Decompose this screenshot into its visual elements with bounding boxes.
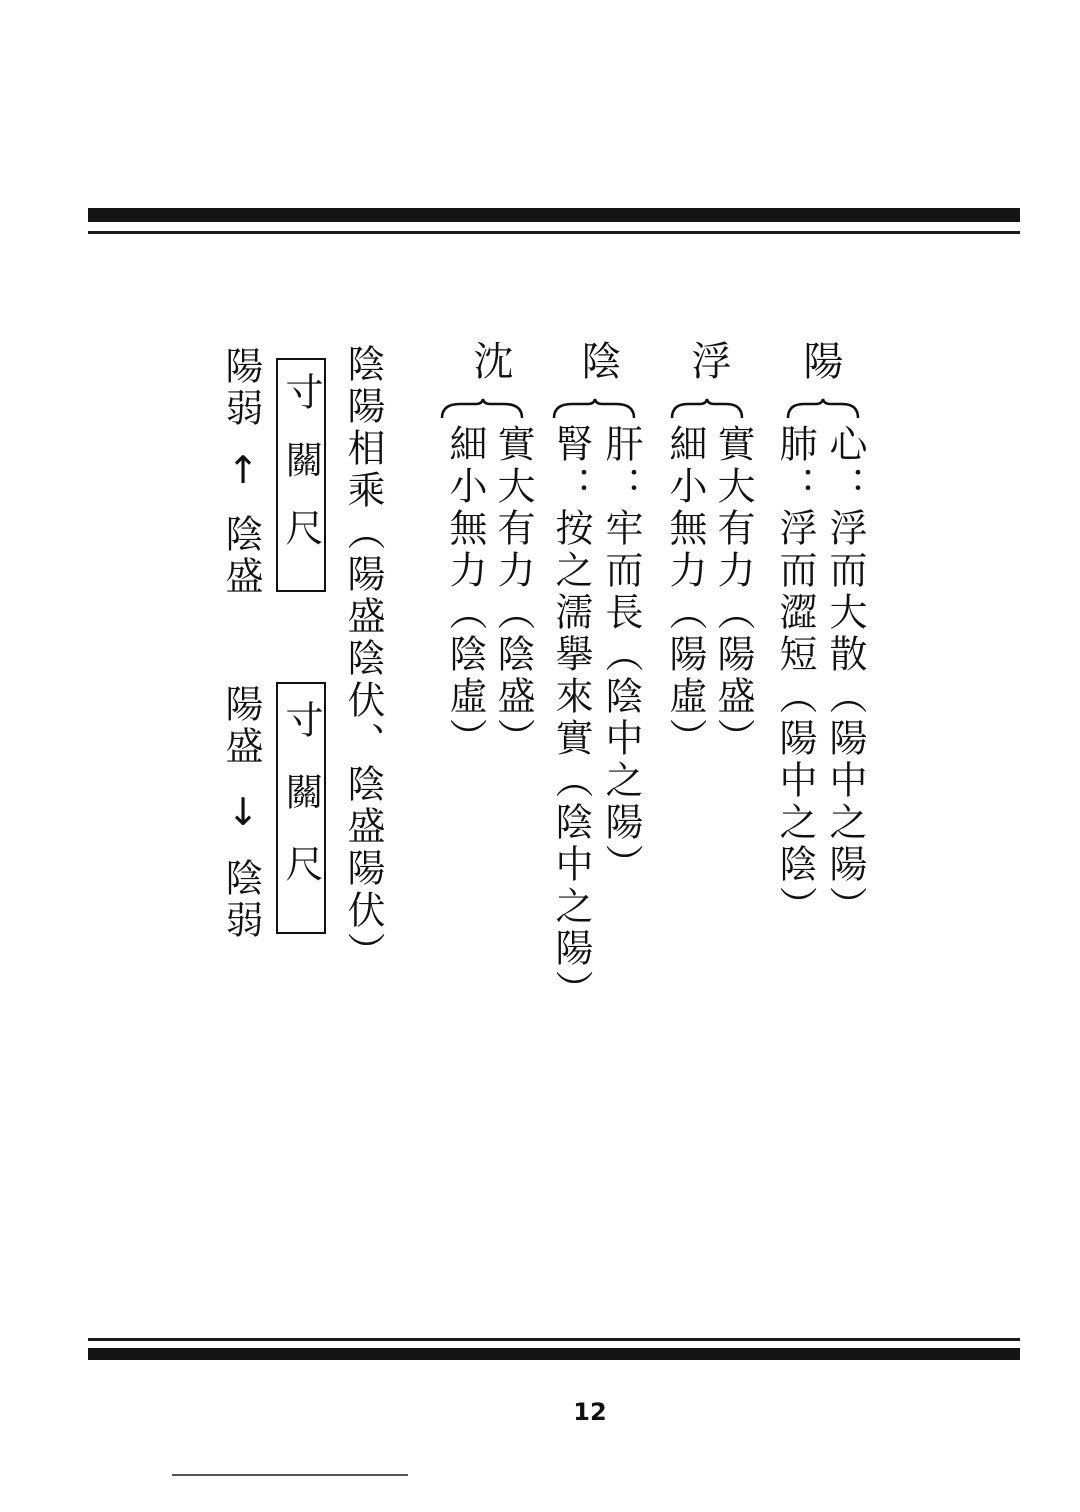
- diagram2-top-label: 陽盛: [219, 684, 263, 768]
- yin-heading: 陰: [575, 340, 621, 384]
- yang-line-lung: 肺：浮而澀短（陽中之陰）: [773, 424, 817, 928]
- fu-line-weak: 細小無力（陽虛）: [663, 424, 707, 760]
- yang-brace: [786, 398, 860, 420]
- footer-line: [172, 1474, 408, 1476]
- chen-line-strong: 實大有力（陰盛）: [491, 424, 535, 760]
- yin-brace: [552, 398, 636, 420]
- yin-line-kidney: 腎：按之濡擧來實（陰中之陽）: [549, 424, 593, 1012]
- fu-line-strong: 實大有力（陽盛）: [711, 424, 755, 760]
- bottom-rule-thin: [88, 1338, 1020, 1341]
- chen-heading: 沈: [467, 340, 513, 384]
- mutual-text: 陰陽相乘（陽盛陰伏、陰盛陽伏）: [341, 344, 385, 974]
- diagram2-box: [276, 682, 326, 934]
- diagram1-box: [276, 358, 326, 592]
- top-rule-thick: [88, 208, 1020, 222]
- diagram2-cun-guan-chi: 寸關尺: [279, 700, 323, 916]
- bottom-rule-thick: [88, 1348, 1020, 1360]
- chen-brace: [440, 398, 524, 420]
- diagram2-bottom-label: 陰弱: [219, 858, 263, 942]
- diagram1-bottom-label: 陰盛: [219, 514, 263, 598]
- yang-line-heart: 心：浮而大散（陽中之陽）: [823, 424, 867, 928]
- diagram1-top-label: 陽弱: [219, 346, 263, 430]
- page-number: 12: [573, 1398, 607, 1426]
- fu-brace: [670, 398, 744, 420]
- diagram1-cun-guan-chi: 寸關尺: [279, 372, 323, 576]
- diagram2-down-arrow-icon: ↓: [221, 790, 265, 838]
- fu-heading: 浮: [685, 340, 731, 384]
- yang-heading: 陽: [797, 340, 843, 384]
- top-rule-thin: [88, 231, 1020, 234]
- diagram1-up-arrow-icon: ↑: [221, 448, 265, 496]
- chen-line-weak: 細小無力（陰虛）: [443, 424, 487, 760]
- yin-line-liver: 肝：牢而長（陰中之陽）: [599, 424, 643, 886]
